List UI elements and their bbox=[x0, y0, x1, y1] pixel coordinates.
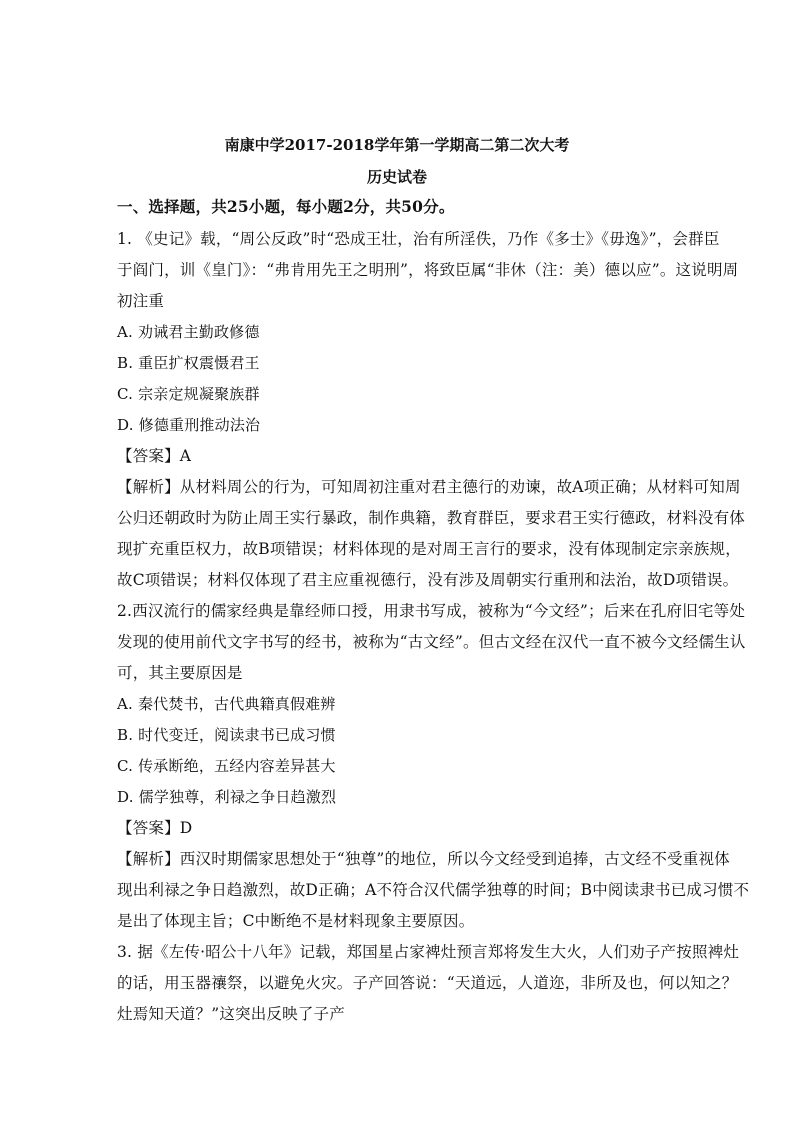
question-2-option-c: C. 传承断绝，五经内容差异甚大 bbox=[117, 757, 336, 775]
question-2-answer: 【答案】D bbox=[117, 819, 193, 837]
question-1-line-3: 初注重 bbox=[117, 292, 165, 310]
question-2-analysis-line-2: 现出利禄之争日趋激烈，故D正确；A不符合汉代儒学独尊的时间；B中阅读隶书已成习惯不 bbox=[117, 881, 750, 899]
question-2-option-a: A. 秦代焚书，古代典籍真假难辨 bbox=[117, 695, 336, 713]
question-2-line-3: 可，其主要原因是 bbox=[117, 664, 243, 682]
question-3-line-1: 3. 据《左传·昭公十八年》记载，郑国星占家裨灶预言郑将发生大火，人们劝子产按照裨灶 bbox=[117, 943, 740, 961]
question-3-line-3: 灶焉知天道？”这突出反映了子产 bbox=[117, 1005, 345, 1023]
question-1-analysis-line-3: 现扩充重臣权力，故B项错误；材料体现的是对周王言行的要求，没有体现制定宗亲族规， bbox=[117, 540, 741, 558]
question-2-line-2: 发现的使用前代文字书写的经书，被称为“古文经”。但古文经在汉代一直不被今文经儒生认 bbox=[117, 633, 746, 651]
question-1-analysis-line-4: 故C项错误；材料仅体现了君主应重视德行，没有涉及周朝实行重刑和法治，故D项错误。 bbox=[117, 571, 739, 589]
question-1-option-b: B. 重臣扩权震慑君王 bbox=[117, 354, 260, 372]
question-2-analysis-line-3: 是出了体现主旨；C中断绝不是材料现象主要原因。 bbox=[117, 912, 475, 930]
question-1-option-d: D. 修德重刑推动法治 bbox=[117, 416, 261, 434]
question-2-option-b: B. 时代变迁，阅读隶书已成习惯 bbox=[117, 726, 336, 744]
page-subtitle: 历史试卷 bbox=[366, 168, 427, 186]
question-1-line-1: 1. 《史记》载，“周公反政”时“恐成王壮，治有所淫佚，乃作《多士》《毋逸》”，会群臣 bbox=[117, 230, 720, 248]
question-1-answer: 【答案】A bbox=[117, 447, 192, 465]
question-2-line-1: 2.西汉流行的儒家经典是靠经师口授，用隶书写成，被称为“今文经”；后来在孔府旧宅等处 bbox=[117, 602, 746, 620]
question-1-option-c: C. 宗亲定规凝聚族群 bbox=[117, 385, 260, 403]
question-2-analysis-line-1: 【解析】西汉时期儒家思想处于“独尊”的地位，所以今文经受到追捧，古文经不受重视体 bbox=[117, 850, 730, 868]
question-1-analysis-line-1: 【解析】从材料周公的行为，可知周初注重对君主德行的劝谏，故A项正确；从材料可知周 bbox=[117, 478, 741, 496]
question-1-line-2: 于阎门，训《皇门》：“弗肯用先王之明刑”，将致臣属“非休（注：美）德以应”。这说明周 bbox=[117, 261, 739, 279]
question-1-option-a: A. 劝诫君主勤政修德 bbox=[117, 323, 260, 341]
page-title: 南康中学2017-2018学年第一学期高二第二次大考 bbox=[224, 136, 570, 154]
question-3-line-2: 的话，用玉器禳祭，以避免火灾。子产回答说：“天道远，人道迩，非所及也，何以知之？ bbox=[117, 974, 738, 992]
question-1-analysis-line-2: 公归还朝政时为防止周王实行暴政，制作典籍，教育群臣，要求君王实行德政，材料没有体 bbox=[117, 509, 746, 527]
question-2-option-d: D. 儒学独尊，利禄之争日趋激烈 bbox=[117, 788, 337, 806]
section-heading: 一、选择题，共25小题，每小题2分，共50分。 bbox=[117, 197, 455, 216]
